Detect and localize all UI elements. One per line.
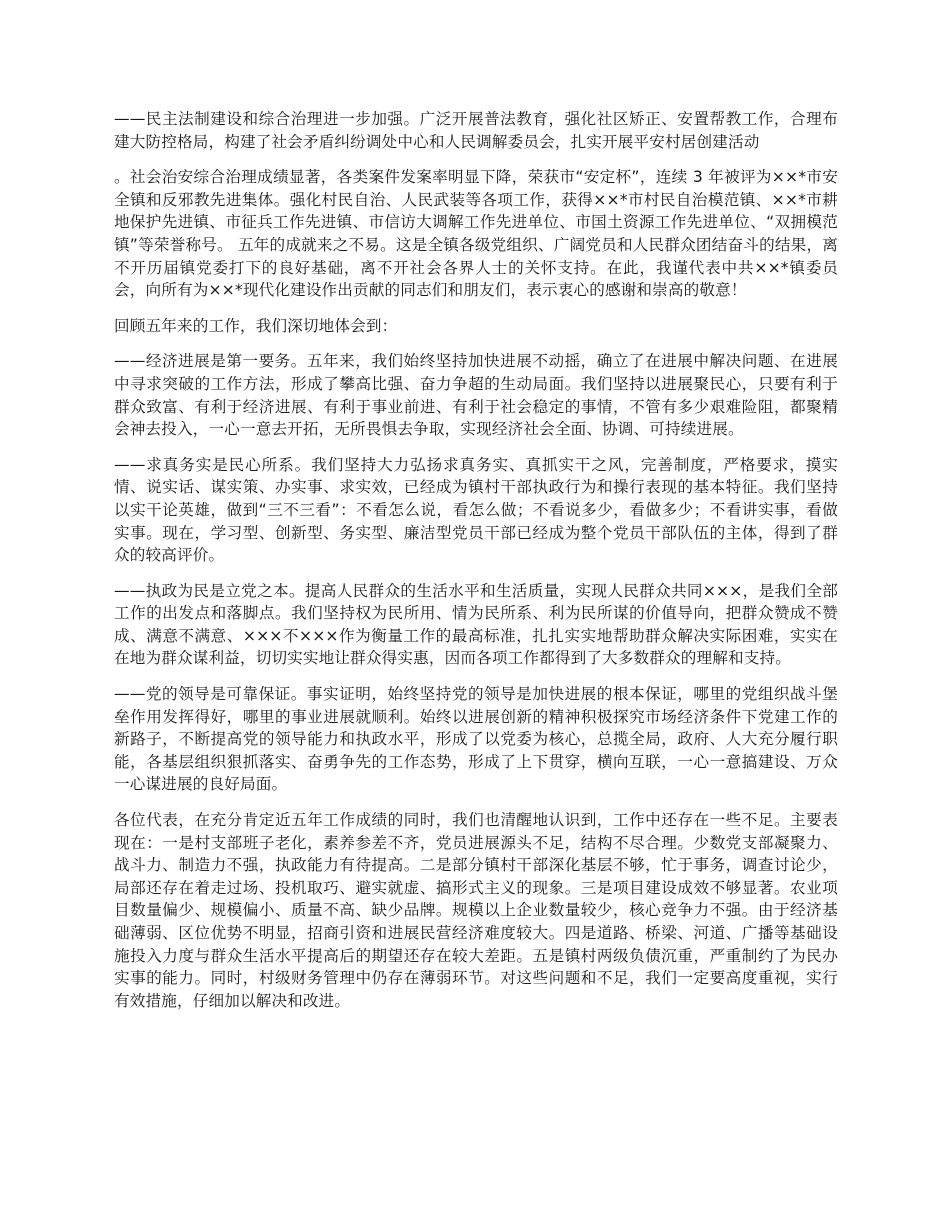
document-page	[114, 108, 838, 1025]
paragraph-review-intro: 回顾五年来的工作，我们深切地体会到：	[114, 316, 398, 335]
paragraph-legal-construction: ——民主法制建设和综合治理进一步加强。广泛开展普法教育，强化社区矫正、安置帮教工作，合理布建大防控格局，构建了社会矛盾纠纷调处中心和人民调解委员会，扎实开展平安村居创建活动	[114, 110, 838, 151]
paragraph-governing-for-people: ——执政为民是立党之本。提高人民群众的生活水平和生活质量，实现人民群众共同×××，是我们全部工作的出发点和落脚点。我们坚持权为民所用、情为民所系、利为民所谋的价值导向，把群众赞成不赞成、满意不满意、×××不×××作为衡量工作的最高标准，扎扎实实地帮助群众解决实际困难，实实在在地为群众谋利益，切切实实地让群众得实惠，因而各项工作都得到了大多数群众的理解和支持。	[114, 581, 838, 668]
paragraph-pragmatism: ——求真务实是民心所系。我们坚持大力弘扬求真务实、真抓实干之风，完善制度，严格要求，摸实情、说实话、谋实策、办实事、求实效，已经成为镇村干部执政行为和操行表现的基本特征。我们坚持以实干论英雄，做到“三不三看”：不看怎么说，看怎么做；不看说多少，看做多少；不看讲实事，看做实事。现在，学习型、创新型、务实型、廉洁型党员干部已经成为整个党员干部队伍的主体，得到了群众的较高评价。	[114, 455, 838, 565]
paragraph-economic-development: ——经济进展是第一要务。五年来，我们始终坚持加快进展不动摇，确立了在进展中解决问题、在进展中寻求突破的工作方法，形成了攀高比强、奋力争超的生动局面。我们坚持以进展聚民心，只要有利于群众致富、有利于经济进展、有利于事业前进、有利于社会稳定的事情，不管有多少艰难险阻，都聚精会神去投入，一心一意去开拓，无所畏惧去争取，实现经济社会全面、协调、可持续进展。	[114, 352, 838, 439]
paragraph-shortcomings: 各位代表，在充分肯定近五年工作成绩的同时，我们也清醒地认识到，工作中还存在一些不足。主要表现在：一是村支部班子老化，素养参差不齐，党员进展源头不足，结构不尽合理。少数党支部凝聚力、战斗力、制造力不强，执政能力有待提高。二是部分镇村干部深化基层不够，忙于事务，调查讨论少，局部还存在着走过场、投机取巧、避实就虚、搞形式主义的现象。三是项目建设成效不够显著。农业项目数量偏少、规模偏小、质量不高、缺少品牌。规模以上企业数量较少，核心竞争力不强。由于经济基础薄弱、区位优势不明显，招商引资和进展民营经济难度较大。四是道路、桥梁、河道、广播等基础设施投入力度与群众生活水平提高后的期望还存在较大差距。五是镇村两级负债沉重，严重制约了为民办实事的能力。同时，村级财务管理中仍存在薄弱环节。对这些问题和不足，我们一定要高度重视，实行有效措施，仔细加以解决和改进。	[114, 811, 838, 1010]
paragraph-public-security: 。社会治安综合治理成绩显著，各类案件发案率明显下降，荣获市“安定杯”，连续 3 年被评为××*市安全镇和反邪教先进集体。强化村民自治、人民武装等各项工作，获得××*市村民自治模范镇、××*市耕地保护先进镇、市征兵工作先进镇、市信访大调解工作先进单位、市国土资源工作先进单位、“双拥模范镇”等荣誉称号。 五年的成就来之不易。这是全镇各级党组织、广阔党员和人民群众团结奋斗的结果，离不开历届镇党委打下的良好基础，离不开社会各界人士的关怀支持。在此，我谨代表中共××*镇委员会，向所有为××*现代化建设作出贡献的同志们和朋友们，表示衷心的感谢和崇高的敬意！	[114, 168, 838, 300]
paragraph-party-leadership: ——党的领导是可靠保证。事实证明，始终坚持党的领导是加快进展的根本保证，哪里的党组织战斗堡垒作用发挥得好，哪里的事业进展就顺利。始终以进展创新的精神积极探究市场经济条件下党建工作的新路子，不断提高党的领导能力和执政水平，形成了以党委为核心，总揽全局，政府、人大充分履行职能，各基层组织狠抓落实、奋勇争先的工作态势，形成了上下贯穿，横向互联，一心一意搞建设、万众一心谋进展的良好局面。	[114, 685, 838, 794]
